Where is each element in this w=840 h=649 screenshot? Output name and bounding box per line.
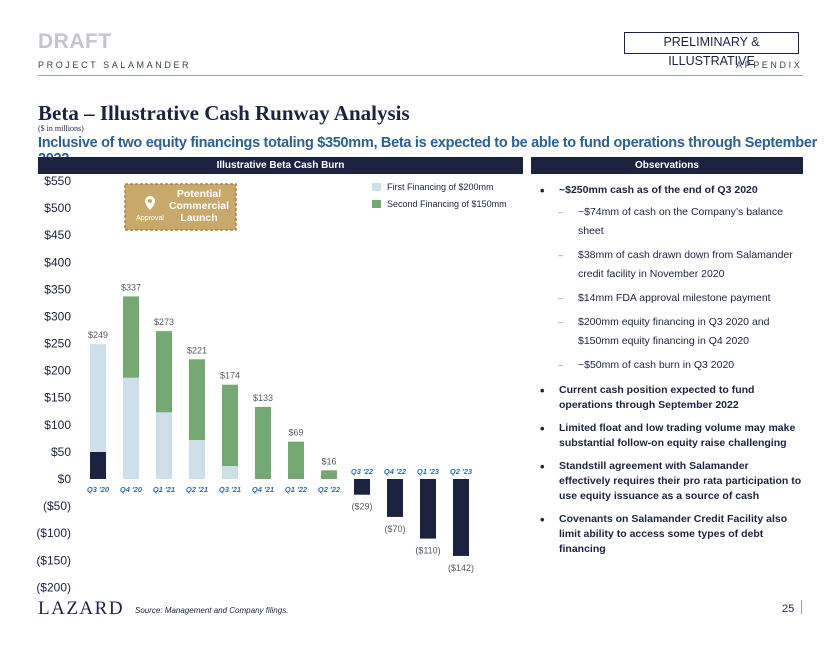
- x-tick-label: Q1 '22: [284, 485, 308, 494]
- total-labels: [88, 282, 474, 573]
- observation-subitem: – $38mm of cash drawn down from Salamander credit facility in November 2020: [540, 246, 802, 284]
- bar-segment-3: [189, 359, 205, 440]
- bar-segment-1: [453, 479, 469, 556]
- section-label: APPENDIX: [736, 60, 803, 70]
- observation-item: • Limited float and low trading volume may make substantial follow-on equity raise challenging: [540, 421, 802, 451]
- x-tick-label: Q2 '22: [317, 485, 341, 494]
- chart-header: Illustrative Beta Cash Burn: [38, 157, 523, 174]
- milestone-line-1: Potential: [176, 188, 222, 200]
- observation-item: • Covenants on Salamander Credit Facility also limit ability to access some types of debt financing: [540, 512, 802, 557]
- x-tick-label: Q3 '21: [218, 485, 242, 494]
- data-label: $133: [252, 392, 274, 403]
- bar-segment-2: [90, 344, 106, 452]
- y-tick-label: $200: [44, 363, 71, 378]
- bar-segment-3: [123, 296, 139, 377]
- y-tick-label: $250: [44, 336, 71, 351]
- data-label: ($29): [351, 501, 373, 512]
- x-tick-label: Q4 '20: [119, 485, 143, 494]
- observation-subitem: – ~$50mm of cash burn in Q3 2020: [540, 356, 802, 375]
- chart-legend: [372, 182, 507, 209]
- y-tick-label: ($100): [36, 526, 71, 541]
- data-label: $69: [288, 427, 304, 438]
- data-label: ($110): [415, 545, 441, 556]
- bar-segment-3: [288, 442, 304, 479]
- x-tick-label: Q4 '22: [383, 467, 407, 476]
- milestone-approval-label: Approval: [136, 215, 164, 222]
- bar-segment-2: [123, 378, 139, 479]
- source-note: Source: Management and Company filings.: [135, 606, 289, 615]
- y-tick-label: $500: [44, 201, 71, 216]
- page-number-divider: [801, 600, 802, 614]
- bar-segment-3: [321, 470, 337, 479]
- bar-segment-1: [90, 452, 106, 479]
- bar-segment-2: [156, 412, 172, 479]
- y-tick-label: $50: [50, 444, 71, 459]
- bar-segment-3: [255, 407, 271, 479]
- bar-segment-1: [387, 479, 403, 517]
- x-tick-label: Q2 '23: [449, 467, 473, 476]
- bar-segment-3: [222, 385, 238, 466]
- x-tick-label: Q1 '21: [152, 485, 176, 494]
- observations-panel: [540, 183, 802, 565]
- y-tick-label: ($50): [42, 499, 71, 514]
- draft-watermark: DRAFT: [38, 30, 112, 53]
- legend-swatch: [372, 183, 381, 191]
- observation-item: • Standstill agreement with Salamander effectively requires their pro rata participation to use equity issuance as a source of cash: [540, 459, 802, 504]
- milestone-callout: [125, 184, 236, 230]
- observations-header: Observations: [531, 157, 803, 174]
- data-label: ($142): [447, 562, 475, 573]
- x-tick-label: Q3 '20: [86, 485, 110, 494]
- y-tick-label: $350: [44, 282, 71, 297]
- units-note: ($ in millions): [38, 124, 84, 133]
- legend-swatch: [372, 200, 381, 208]
- lazard-logo: LAZARD: [38, 598, 125, 619]
- observation-subitem: – ~$74mm of cash on the Company’s balance sheet: [540, 203, 802, 241]
- x-tick-label: Q4 '21: [251, 485, 275, 494]
- bar-segment-1: [354, 479, 370, 495]
- y-tick-label: ($150): [36, 553, 71, 568]
- observations-list: [540, 183, 802, 557]
- data-label: $221: [186, 345, 208, 356]
- x-tick-label: Q1 '23: [416, 467, 440, 476]
- legend-label: Second Financing of $150mm: [387, 199, 507, 209]
- legend-label: First Financing of $200mm: [387, 182, 494, 192]
- x-tick-label: Q3 '22: [350, 467, 374, 476]
- bar-segment-2: [222, 466, 238, 479]
- page-subtitle: Inclusive of two equity financings totaling $350mm, Beta is expected to be able to fund operations through September: [38, 135, 817, 151]
- preliminary-badge: PRELIMINARY & ILLUSTRATIVE: [624, 32, 799, 54]
- bar-segment-3: [156, 331, 172, 412]
- y-tick-label: $400: [44, 255, 71, 270]
- data-label: $16: [321, 456, 337, 467]
- y-axis: [36, 174, 71, 594]
- y-tick-label: ($200): [36, 580, 71, 595]
- observation-item: • Current cash position expected to fund operations through September 2022: [540, 383, 802, 413]
- observation-subitem: – $14mm FDA approval milestone payment: [540, 289, 802, 308]
- x-axis-labels: [87, 467, 473, 494]
- y-tick-label: $0: [57, 472, 71, 486]
- data-label: $273: [153, 317, 175, 328]
- y-tick-label: $100: [44, 417, 71, 432]
- data-label: ($70): [384, 523, 406, 534]
- y-tick-label: $300: [44, 309, 71, 324]
- milestone-line-3: Launch: [180, 212, 218, 224]
- observation-item: • ~$250mm cash as of the end of Q3 2020: [540, 183, 802, 198]
- data-label: $174: [219, 370, 241, 381]
- project-name: PROJECT SALAMANDER: [38, 60, 192, 70]
- observation-subitem: – $200mm equity financing in Q3 2020 and $150mm equity financing in Q4 2020: [540, 313, 802, 351]
- page-number: 25: [782, 603, 795, 615]
- y-tick-label: $450: [44, 228, 71, 243]
- data-label: $337: [120, 282, 142, 293]
- page-title: Beta – Illustrative Cash Runway Analysis: [38, 101, 410, 125]
- x-tick-label: Q2 '21: [185, 485, 209, 494]
- data-label: $249: [87, 330, 109, 341]
- chart-bars: [87, 296, 469, 556]
- milestone-line-2: Commercial: [168, 200, 230, 212]
- bar-segment-2: [189, 440, 205, 479]
- bar-segment-1: [420, 479, 436, 539]
- y-tick-label: $150: [44, 390, 71, 405]
- y-tick-label: $550: [44, 174, 71, 189]
